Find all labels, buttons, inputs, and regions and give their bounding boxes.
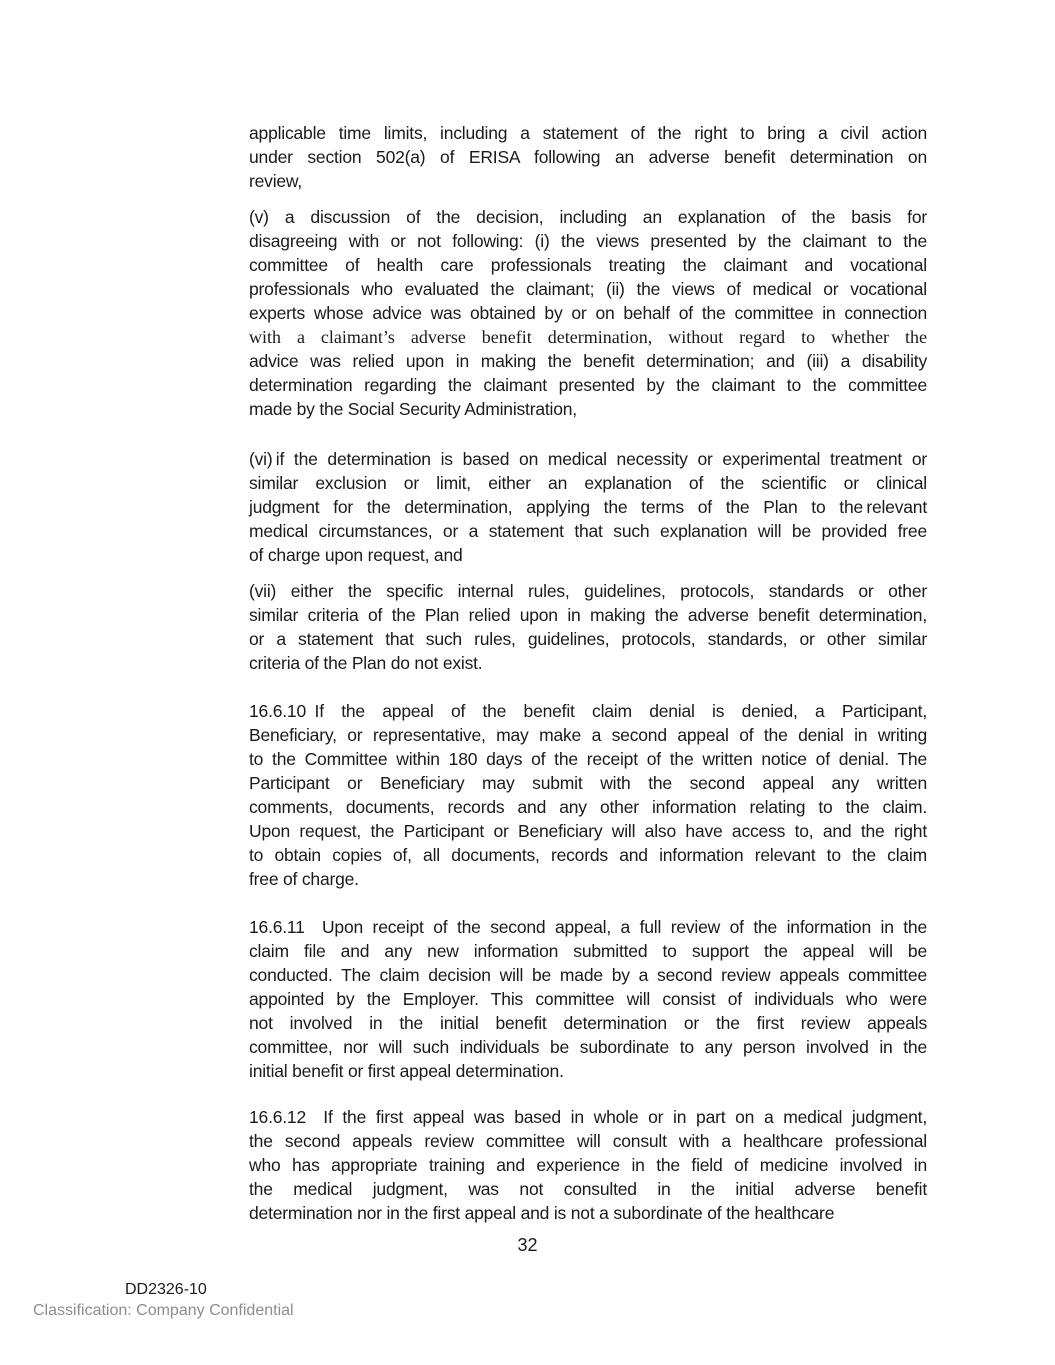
text-line: (vi) if the determination is based on medical necessity or experimental treatment or xyxy=(249,449,927,469)
paragraph-clause-v xyxy=(249,205,927,421)
text-line: committee of health care professionals treating the claimant and vocational xyxy=(249,255,927,275)
text-line: who has appropriate training and experience in the field of medicine involved in xyxy=(249,1155,927,1175)
text-line: conducted. The claim decision will be made by a second review appeals committee xyxy=(249,965,927,985)
text-line: experts whose advice was obtained by or on behalf of the committee in connection xyxy=(249,303,927,323)
text-line: medical circumstances, or a statement that such explanation will be provided free xyxy=(249,521,927,541)
text-line: to obtain copies of, all documents, records and information relevant to the claim xyxy=(249,845,927,865)
text-line: committee, nor will such individuals be subordinate to any person involved in the xyxy=(249,1037,927,1057)
text-line: judgment for the determination, applying the terms of the Plan to the relevant xyxy=(249,497,927,517)
text-line: determination nor in the first appeal and is not a subordinate of the healthcare xyxy=(249,1203,835,1223)
paragraph-section-16-6-10 xyxy=(249,699,927,891)
text-line: 16.6.10 If the appeal of the benefit claim denial is denied, a Participant, xyxy=(249,701,927,721)
text-line: initial benefit or first appeal determination. xyxy=(249,1061,564,1081)
paragraph-section-16-6-11 xyxy=(249,915,927,1083)
paragraph-clause-vii xyxy=(249,579,927,675)
text-line: the second appeals review committee will consult with a healthcare professional xyxy=(249,1131,927,1151)
text-line: applicable time limits, including a statement of the right to bring a civil action xyxy=(249,123,927,143)
text-line: similar exclusion or limit, either an explanation of the scientific or clinical xyxy=(249,473,927,493)
text-line: of charge upon request, and xyxy=(249,545,463,565)
text-line: (vii) either the specific internal rules, guidelines, protocols, standards or other xyxy=(249,581,927,601)
text-line: not involved in the initial benefit determination or the first review appeals xyxy=(249,1013,927,1033)
text-line: Beneficiary, or representative, may make a second appeal of the denial in writing xyxy=(249,725,927,745)
text-line: Upon request, the Participant or Beneficiary will also have access to, and the right xyxy=(249,821,927,841)
text-line: comments, documents, records and any other information relating to the claim. xyxy=(249,797,927,817)
paragraph-section-16-6-12 xyxy=(249,1105,927,1225)
page-number: 32 xyxy=(517,1235,538,1255)
text-line: free of charge. xyxy=(249,869,359,889)
text-line: (v) a discussion of the decision, including an explanation of the basis for xyxy=(249,207,927,227)
text-line: the medical judgment, was not consulted in the initial adverse benefit xyxy=(249,1179,927,1199)
text-line: claim file and any new information submitted to support the appeal will be xyxy=(249,941,927,961)
text-line: made by the Social Security Administration, xyxy=(249,399,577,419)
text-line: or a statement that such rules, guidelines, protocols, standards, or other similar xyxy=(249,629,927,649)
text-line: review, xyxy=(249,171,303,191)
text-line: under section 502(a) of ERISA following an adverse benefit determination on xyxy=(249,147,927,167)
text-line: similar criteria of the Plan relied upon in making the adverse benefit determination, xyxy=(249,605,927,625)
text-line: professionals who evaluated the claimant; (ii) the views of medical or vocational xyxy=(249,279,927,299)
text-line: determination regarding the claimant presented by the claimant to the committee xyxy=(249,375,927,395)
text-line: advice was relied upon in making the benefit determination; and (iii) a disability xyxy=(249,351,927,371)
text-line: to the Committee within 180 days of the receipt of the written notice of denial. The xyxy=(249,749,927,769)
text-line: criteria of the Plan do not exist. xyxy=(249,653,483,673)
document-text-block xyxy=(249,121,927,1225)
text-line: 16.6.11 Upon receipt of the second appeal, a full review of the information in the xyxy=(249,917,927,937)
footer-doc-id: DD2326-10 xyxy=(125,1281,207,1298)
text-line: with a claimant’s adverse benefit determination, without regard to whether the xyxy=(249,327,927,347)
footer-classification: Classification: Company Confidential xyxy=(33,1302,294,1319)
text-line: Participant or Beneficiary may submit with the second appeal any written xyxy=(249,773,927,793)
paragraph-intro-clause xyxy=(249,121,927,193)
text-line: disagreeing with or not following: (i) the views presented by the claimant to the xyxy=(249,231,927,251)
text-line: appointed by the Employer. This committee will consist of individuals who were xyxy=(249,989,927,1009)
paragraph-clause-vi xyxy=(249,447,927,567)
text-line: 16.6.12 If the first appeal was based in whole or in part on a medical judgment, xyxy=(249,1107,927,1127)
